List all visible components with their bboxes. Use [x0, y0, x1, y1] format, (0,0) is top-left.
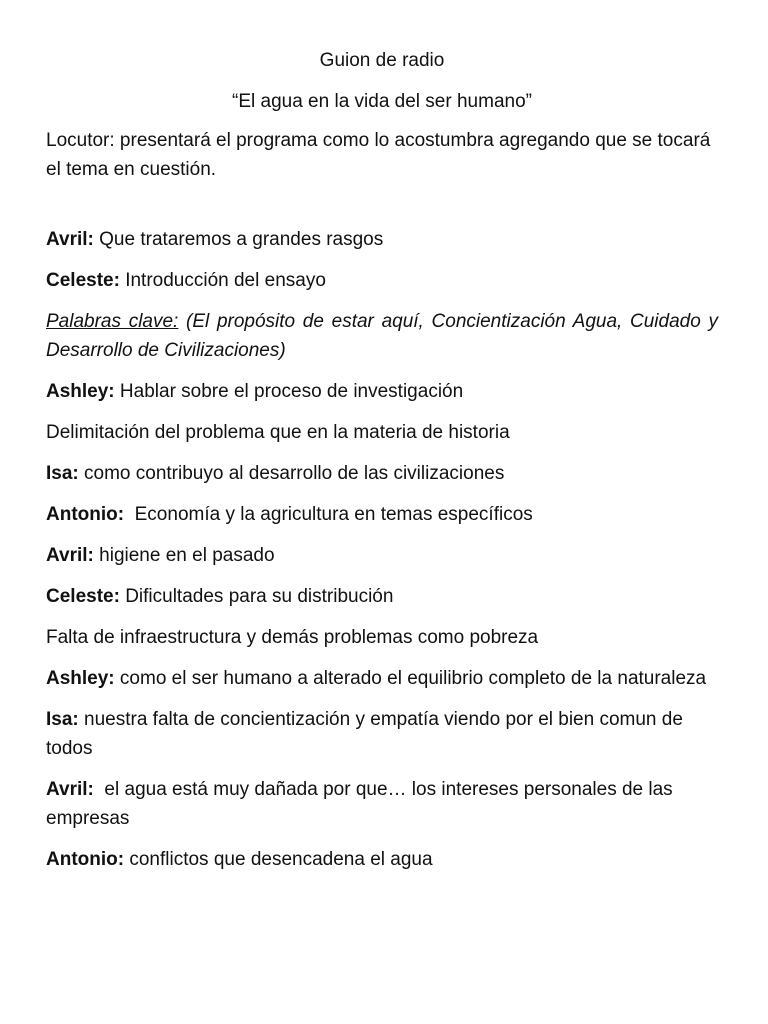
- paragraph-text: Delimitación del problema que en la materia de historia: [46, 422, 510, 443]
- paragraph-antonio-1: [46, 500, 718, 529]
- speaker-name: Antonio:: [46, 504, 125, 525]
- paragraph-text: Falta de infraestructura y demás problemas como pobreza: [46, 627, 539, 648]
- speaker-name: Celeste:: [46, 586, 120, 607]
- paragraph-text: como el ser humano a alterado el equilibrio completo de la naturaleza: [114, 668, 707, 689]
- speaker-name: Avril:: [46, 229, 94, 250]
- paragraph-text: Introducción del ensayo: [119, 270, 326, 291]
- paragraph-ashley-1: [46, 377, 718, 406]
- paragraph-locutor: [46, 126, 718, 184]
- paragraph-avril-1: [46, 225, 718, 254]
- paragraph-isa-2: [46, 705, 718, 763]
- paragraph-text: Dificultades para su distribución: [119, 586, 394, 607]
- speaker-name: Isa:: [46, 463, 79, 484]
- speaker-name: Avril:: [46, 779, 94, 800]
- paragraph-text: Hablar sobre el proceso de investigación: [114, 381, 464, 402]
- paragraph-text: Que trataremos a grandes rasgos: [93, 229, 384, 250]
- paragraph-avril-3: [46, 775, 718, 833]
- speaker-name: Isa:: [46, 709, 79, 730]
- paragraph-delimitacion: [46, 418, 718, 447]
- speaker-name: Ashley:: [46, 381, 115, 402]
- speaker-name: Avril:: [46, 545, 94, 566]
- keywords-label: Palabras clave:: [46, 311, 179, 332]
- keywords-text: (El propósito de estar aquí, Concientización Agua, Cuidado y Desarrollo de Civilizaciones): [46, 311, 718, 361]
- paragraph-keywords: [46, 307, 718, 365]
- paragraph-text: Economía y la agricultura en temas específicos: [124, 504, 533, 525]
- speaker-name: Ashley:: [46, 668, 115, 689]
- paragraph-text: Locutor: presentará el programa como lo acostumbra agregando que se tocará el tema en cuestión.: [46, 130, 711, 180]
- paragraph-avril-2: [46, 541, 718, 570]
- speaker-name: Antonio:: [46, 849, 125, 870]
- paragraph-antonio-2: [46, 845, 718, 874]
- document-subtitle: “El agua en la vida del ser humano”: [232, 91, 532, 112]
- paragraph-text: nuestra falta de concientización y empatía viendo por el bien comun de todos: [46, 709, 683, 759]
- paragraph-celeste-2: [46, 582, 718, 611]
- paragraph-text: conflictos que desencadena el agua: [124, 849, 433, 870]
- document-page: [46, 46, 718, 886]
- paragraph-text: como contribuyo al desarrollo de las civilizaciones: [78, 463, 505, 484]
- paragraph-text: el agua está muy dañada por que… los intereses personales de las empresas: [46, 779, 678, 829]
- paragraph-isa-1: [46, 459, 718, 488]
- paragraph-ashley-2: [46, 664, 718, 693]
- speaker-name: Celeste:: [46, 270, 120, 291]
- paragraph-text: higiene en el pasado: [93, 545, 275, 566]
- paragraph-infraestructura: [46, 623, 718, 652]
- document-title: Guion de radio: [319, 50, 445, 71]
- paragraph-celeste-1: [46, 266, 718, 295]
